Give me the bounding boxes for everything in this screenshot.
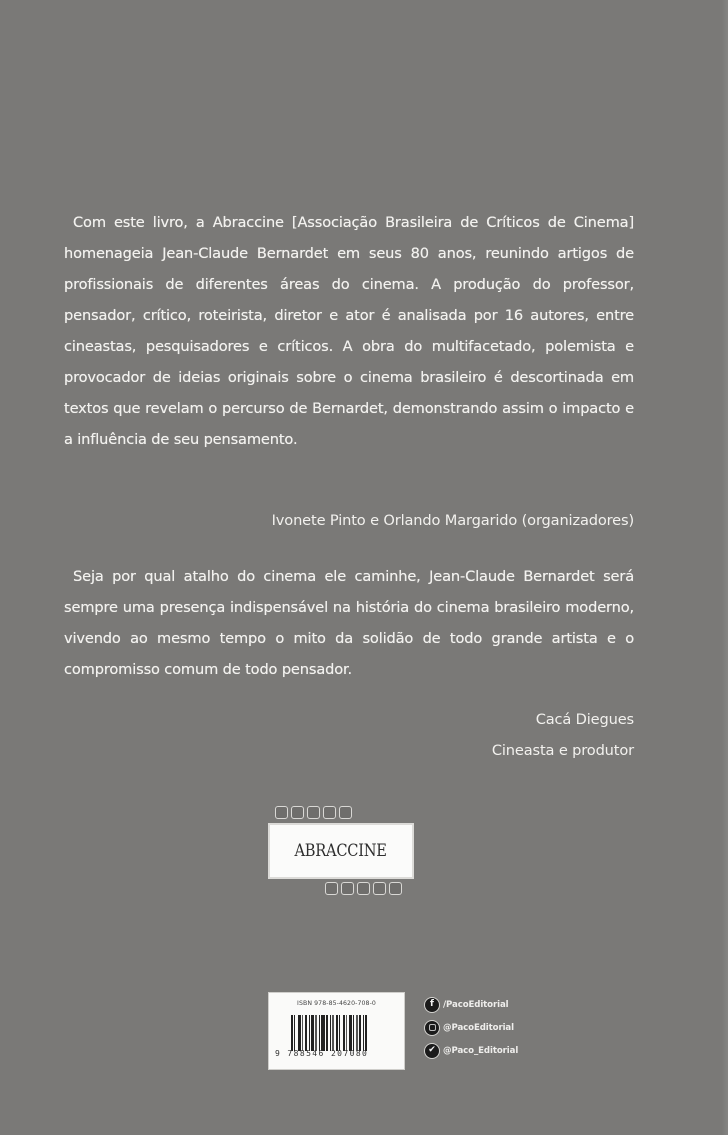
barcode-bars-icon: [291, 1015, 383, 1051]
instagram-icon: [424, 1020, 440, 1036]
film-strip-bottom-icon: [325, 882, 402, 895]
social-facebook: [424, 993, 544, 1016]
twitter-handle: @Paco_Editorial: [443, 1045, 519, 1056]
social-instagram: [424, 1016, 544, 1039]
film-strip-top-icon: [275, 806, 352, 819]
blurb-paragraph-2: [64, 561, 634, 685]
social-twitter: [424, 1039, 544, 1062]
blurb-paragraph-1: [64, 207, 634, 455]
facebook-icon: f: [424, 997, 440, 1013]
social-links: [424, 993, 544, 1062]
facebook-handle: /PacoEditorial: [443, 999, 509, 1010]
isbn-number: ISBN 978-85-4620-708-0: [297, 1000, 376, 1007]
ean-digits: 9 788546 207080: [275, 1049, 369, 1058]
cover-edge-shadow: [722, 0, 728, 1135]
abraccine-logo: [268, 806, 414, 898]
blurb-paragraph-1-text: Com este livro, a Abraccine [Associação Brasileira de Críticos de Cinema] homenageia Jean-Claude Bernardet em seus 80 anos, reunindo artigos de profissionais de diferentes áreas do cinema. A produção do professor, pensador, crítico, roteirista, diretor e ator é analisada por 16 autores, entre cineastas, pesquisadores e críticos. A obra do multifacetado, polemista e provocador de ideias originais sobre o cinema brasileiro é descortinada em textos que revelam o percurso de Bernardet, demonstrando assim o impacto e a influência de seu pensamento.: [64, 213, 634, 448]
quote-attribution: [492, 704, 634, 766]
isbn-barcode: [268, 992, 405, 1070]
logo-plate: [268, 823, 414, 879]
quote-author-role: Cineasta e produtor: [491, 742, 634, 759]
logo-text: ABRACCINE: [294, 841, 388, 861]
twitter-icon: ✔: [424, 1043, 440, 1059]
quote-author-name: Cacá Diegues: [535, 711, 634, 728]
instagram-handle: @PacoEditorial: [443, 1022, 514, 1033]
blurb-paragraph-2-text: Seja por qual atalho do cinema ele caminhe, Jean-Claude Bernardet será sempre uma presença indispensável na história do cinema brasileiro moderno, vivendo ao mesmo tempo o mito da solidão de todo grande artista e o compromisso comum de todo pensador.: [64, 567, 634, 678]
organizers-attribution: Ivonete Pinto e Orlando Margarido (organizadores): [271, 512, 634, 529]
